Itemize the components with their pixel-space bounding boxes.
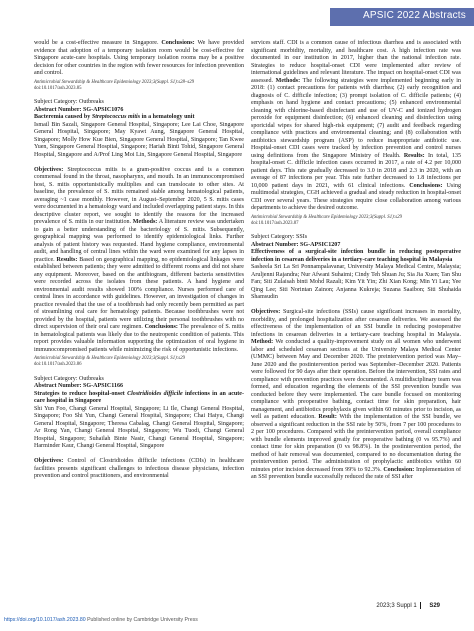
page-number: S29 xyxy=(429,603,440,610)
abstract-title: Effectiveness of a surgical-site infection bundle in reducing postoperative infection in cesarean deliveries in a tertiary-care teaching hospital in Malaysia xyxy=(251,249,461,263)
right-column xyxy=(251,40,461,482)
journal-section-title: APSIC 2022 Abstracts xyxy=(363,10,466,21)
abstract-title: Strategies to reduce hospital-onset Clostridioides difficile infections in an acute-care hospital in Singapore xyxy=(34,390,244,404)
abstract-number: Abstract Number: SG-APSIC1166 xyxy=(34,383,124,389)
abstract-body: Objectives: Streptococcus mitis is a gram-positive coccus and is a common commensal found in the throat, nasopharynx, and mouth. In an immunocompromised host, S. mitis opportunistically multiplies and can translocate to other sites. At baseline, the prevalence of S. mitis remained stable among hematological patients, averaging ~1 case monthly. However, in August–September 2020, 5 S. mitis cases were documented in a hematology ward and included overlapping patient stays. In this descriptive cluster report, we sought to identify the reasons for the increased prevalence of S. mitis in our institution. Methods: A literature review was undertaken to gain a better understanding of the bacteriology of S. mitis. Subsequently, geographical mapping was performed to identify epidemiological links. Further analysis of patient history was requested. Hand hygiene compliance, environmental audit, and handling of central lines within the ward were examined for any lapses in practice. Results: Based on geographical mapping, no epidemiological linkages were established between patients; they were admitted to different rooms and did not share any equipment. Moreover, based on the antibiogram, different bacteria sensitivities were recorded across the isolates from these patients. A hand hygiene and environmental audit results showed 100% compliance. Nurses performed care of central lines in accordance with guidelines. However, an investigation of changes in practice revealed that the use of a toothbrush had only recently been permitted as part of streamlining oral care for hematology patients. Because toothbrushes were not provided by the hospital, patients were utilizing their personal toothbrushes with no direct supervision of their oral care regimen. Conclusions: The prevalence of S. mitis in hematological patients was likely due to the neutropenic condition of patients. This report provides valuable information supporting the optimization of oral hygiene in immunocompromised patients while minimizing the risk of opportunistic infections. xyxy=(34,166,245,353)
continued-abstract-text: would be a cost-effective measure in Singapore. Conclusions: We have provided evidence that adoption of a temporary isolation room would be cost-effective for Singapore acute-care hospitals. Using temporary isolation rooms may be a positive decision for other countries in the region with fewer resources for infection prevention and control. xyxy=(34,40,245,76)
subject-category: Subject Category: SSIs xyxy=(251,234,308,240)
page-footer-issue xyxy=(376,602,440,609)
author-affiliations: Sasheela Sri La Sri Ponnampalavanar, University Malaya Medical Centre, Malaysia; Aruljenni Rajandra; Nur Afwani Suhaimi; Cindy Teh Shuan Ju; Sia Jia Xuen; Tan Shu Fan; Siti Zulaisah binti Mohd Razali; Kim Yit Yin; Zhi Xian Kong; Min Yi Lau; Yee Qing Lee; Siti Norintan Zainon; Anjanna Kukreja; Suzana Saaibon; Siti Shuhaida Shamsudin xyxy=(251,264,461,300)
page-footer-doi xyxy=(4,617,198,623)
abstract-number: Abstract Number: SG-APSIC1207 xyxy=(251,241,341,248)
left-column xyxy=(34,40,244,481)
abstract-body: Objectives: Control of Clostridioides difficile infections (CDIs) in healthcare facilities presents significant challenges to infectious disease physicians, infection prevention and control practitioners, and environmental xyxy=(34,458,244,479)
subject-category: Subject Category: Outbreaks xyxy=(34,375,104,382)
page-header xyxy=(0,0,474,26)
author-affiliations: Shi Yun Foo, Changi General Hospital, Singapore; Li Ile, Changi General Hospital, Singapore; Foo Shi Yun, Changi General Hospital, Singapore; Chai Haiyu, Changi General Hospital, Singapore; Theresa Cabalag, Changi General Hospital, Singapore; Ar Rong Yan, Changi General Hospital, Singapore; Wu Tuodi, Changi General Hospital, Singapore; Suhailah Binte Nasir, Changi General Hospital, Singapore; Harminder Kaur, Changi General Hospital, Singapore xyxy=(34,405,244,449)
citation: Antimicrobial Stewardship & Healthcare Epidemiology 2023;3(Suppl. S1):s29 xyxy=(34,356,185,361)
continued-abstract-text: services staff. CDI is a common cause of infectious diarrhea and is associated with significant morbidity, mortality, and healthcare cost. A high infection rate was documented in our institution in 2017, higher than the national infection rate. Strategies to reduce hospital-onset CDI were implemented after review of international guidelines and relevant literature. The impact on hospital-onset CDI was assessed. Methods: The following strategies were implemented beginning early in 2018: (1) contact precautions for patients with diarrhea; (2) early recognition and diagnosis of C. difficile infection; (3) prompt isolation of C. difficile patients; (4) emphasis on hand hygiene and contact precautions; (5) enhanced environmental cleaning with chlorine-based disinfectant and use of UV-C and ionized hydrogen peroxide for equipment disinfection; (6) enhanced cleaning and disinfection using sporicidal wipes for shared high-risk equipment; (7) audit and feedback regarding compliance with practices and environmental cleaning; and (8) collaboration with antibiotics stewardship program (ASP) to reduce inappropriate antibiotic use. Hospital-onset CDI cases were tracked by infection prevention and control nurses using definitions from the Singapore Ministry of Health. Results: In total, 135 hospital-onset C. difficile infection cases occurred in 2017, a rate of 4.2 per 10,000 patient days. This rate gradually decreased to 3.0 in 2018 and 2.3 in 2020, with an average of 87 infections per year. This rate further decreased to 1.8 infections per 10,000 patient days in 2021, with 61 clinical infections. Conclusions: Using multimodal strategies, CGH achieved a gradual and steady reduction in hospital-onset CDI over several years. These strategies require close collaboration among various departments to achieve the desired outcome. xyxy=(251,40,462,211)
published-text: Published online by Cambridge University Press xyxy=(87,617,198,623)
doi-text: doi:10.1017/ash.2023.86 xyxy=(34,362,82,367)
doi-text: doi:10.1017/ash.2023.85 xyxy=(34,85,82,91)
abstract-number: Abstract Number: SG-APSIC1076 xyxy=(34,106,124,113)
citation: Antimicrobial Stewardship & Healthcare Epidemiology 2023;3(Suppl. S1):s28–s29 xyxy=(34,79,195,85)
citation: Antimicrobial Stewardship & Healthcare Epidemiology 2023;3(Suppl. S1):s29 xyxy=(251,214,402,220)
divider xyxy=(420,602,421,609)
author-affiliations: Ismail Bin Sazali, Singapore General Hospital, Singapore; Lee Lai Choe, Singapore General Hospital, Singapore; May Kyawt Aung, Singapore General Hospital, Singapore; Molly How Kue Bien, Singapore General Hospital, Singapore; Tan Kwee Yuen, Singapore General Hospital, Singapore; Hariah Binti Tohid, Singapore General Hospital, Singapore and A/Prof Ling Moi Lin, Singapore General Hospital, Singapore xyxy=(34,121,244,158)
journal-section-band xyxy=(330,8,474,26)
issue-text: 2023;3 Suppl 1 xyxy=(376,603,417,610)
abstract-title: Bacteremia caused by Streptococcus mitis in a hematology unit xyxy=(34,114,195,120)
doi-link[interactable]: https://doi.org/10.1017/ash.2023.80 xyxy=(4,617,86,623)
abstract-body: Objectives: Surgical-site infections (SSIs) cause significant increases in mortality, morbidity, and prolonged hospitalization after cesarean deliveries. We assessed the effectiveness of the implementation of an SSI bundle in reducing postoperative infections in cesarean deliveries in a tertiary-care teaching hospital in Malaysia. Method: We conducted a quality-improvement study on all women who underwent labor and scheduled cesarean sections at the University Malaya Medical Center (UMMC) between May and December 2020. The preintervention period was May–June 2020 and the postintervention period was September–December 2020. Patients were followed for 90 days after their operation. Before the intervention, SSI rates and compliance with prevention practices were documented. A multidisciplinary team was formed, and education regarding the elements of the SSI prevention bundle was conducted before they were implemented. The care bundle focused on monitoring compliance with preoperative bathing, contact time for skin preparation, hair management, and antibiotics prophylaxis given within 60 minutes prior to incision, as well as patient education. Result: With the implementation of the SSI bundle, we observed a significant reduction in the SSI rate by 50%, from 7 per 100 procedures to 2 per 100 procedures. Compared with the preintervention period, overall compliance with bundle elements improved greatly for preoperative bathing (0 vs 95.7%) and contact time for skin preparation (0 vs 98.8%). In the postintervention period, the method of hair removal was documented, compared to no documentation during the preintervention period. The administration of prophylactic antibiotics within 60 minutes prior incision decreased from 99% to 92.3%. Conclusion: Implementation of an SSI prevention bundle successfully reduced the rate of SSI after xyxy=(251,309,462,480)
doi-text: doi:10.1017/ash.2023.87 xyxy=(251,220,299,226)
subject-category: Subject Category: Outbreaks xyxy=(34,99,104,105)
